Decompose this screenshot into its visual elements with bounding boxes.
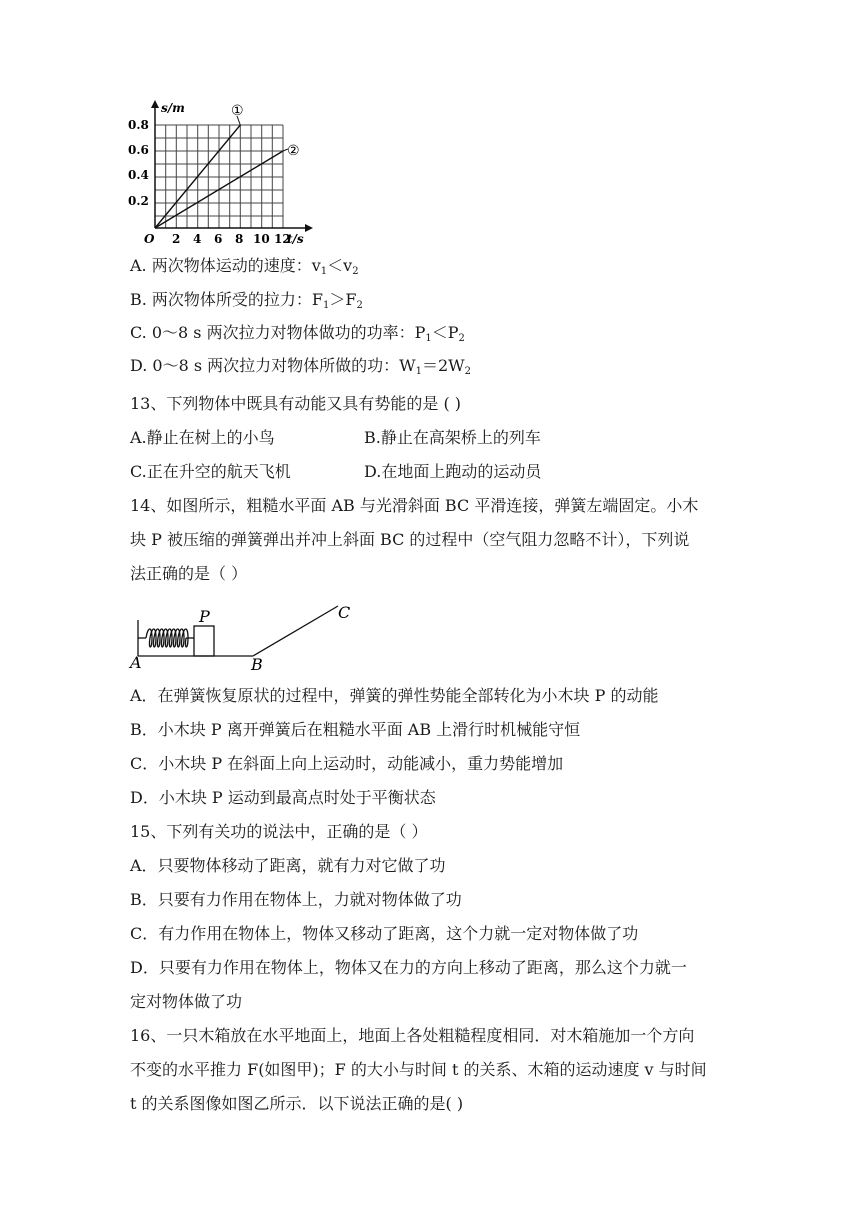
q12-option-c: C. 0～8 s 两次拉力对物体做功的功率：$P_1<P_2$	[130, 323, 465, 344]
q13-option-c: C.正在升空的航天飞机	[130, 462, 291, 481]
x-tick-label: 4	[193, 232, 202, 246]
q12-option-a: A. 两次物体运动的速度：$v_1<v_2$	[130, 256, 359, 277]
st-graph-figure	[125, 100, 315, 250]
q15-stem: 15、下列有关功的说法中，正确的是（ ）	[130, 822, 428, 841]
line-1-label: ①	[231, 103, 244, 119]
x-tick-label: 2	[172, 232, 181, 246]
q14-stem-line: 14、如图所示，粗糙水平面 AB 与光滑斜面 BC 平滑连接，弹簧左端固定。小木	[130, 496, 699, 515]
graph-grid	[155, 125, 283, 228]
q13-stem: 13、下列物体中既具有动能又具有势能的是 ( )	[130, 394, 462, 413]
origin-label: O	[144, 232, 155, 246]
x-tick-label: 10	[253, 232, 270, 246]
y-tick-label: 0.2	[128, 194, 149, 208]
q14-option-c: C．小木块 P 在斜面上向上运动时，动能减小，重力势能增加	[130, 754, 564, 773]
q15-option-d-line: 定对物体做了功	[130, 992, 243, 1011]
label-c: C	[338, 603, 351, 622]
q16-stem-line: 16、一只木箱放在水平地面上，地面上各处粗糙程度相同．对木箱施加一个方向	[130, 1026, 695, 1045]
label-b: B	[251, 655, 263, 673]
q14-stem-line: 法正确的是（ ）	[130, 564, 248, 583]
q15-option-a: A．只要物体移动了距离，就有力对它做了功	[130, 856, 446, 875]
y-axis-label: s/m	[161, 101, 185, 115]
q13-option-d: D.在地面上跑动的运动员	[364, 462, 542, 481]
label-p: P	[199, 607, 210, 626]
q14-option-a: A．在弹簧恢复原状的过程中，弹簧的弹性势能全部转化为小木块 P 的动能	[130, 686, 659, 705]
q12-option-d: D. 0～8 s 两次拉力对物体所做的功：$W_1=2W_2$	[130, 356, 472, 377]
y-tick-label: 0.6	[128, 143, 149, 157]
x-tick-label: 12	[274, 232, 291, 246]
label-a: A	[130, 653, 142, 672]
y-tick-label: 0.8	[128, 118, 149, 132]
x-tick-label: 6	[214, 232, 223, 246]
q15-option-d-line: D．只要有力作用在物体上，物体又在力的方向上移动了距离，那么这个力就一	[130, 958, 687, 977]
spring-incline-figure	[128, 598, 368, 673]
q16-stem-line: 不变的水平推力 F(如图甲)；F 的大小与时间 t 的关系、木箱的运动速度 v 与时间	[130, 1060, 707, 1079]
graph-axes	[151, 100, 313, 232]
q12-option-b: B. 两次物体所受的拉力：$F_1>F_2$	[130, 290, 363, 311]
q13-option-b: B.静止在高架桥上的列车	[364, 428, 541, 447]
q14-option-b: B．小木块 P 离开弹簧后在粗糙水平面 AB 上滑行时机械能守恒	[130, 720, 581, 739]
x-tick-label: 8	[235, 232, 244, 246]
line-2-label: ②	[287, 143, 300, 159]
q15-option-c: C．有力作用在物体上，物体又移动了距离，这个力就一定对物体做了功	[130, 924, 639, 943]
q14-stem-line: 块 P 被压缩的弹簧弹出并冲上斜面 BC 的过程中（空气阻力忽略不计），下列说	[130, 530, 690, 549]
q15-option-b: B．只要有力作用在物体上，力就对物体做了功	[130, 890, 462, 909]
x-axis-label: t/s	[287, 232, 304, 246]
q16-stem-line: t 的关系图像如图乙所示．以下说法正确的是( )	[130, 1094, 464, 1113]
y-tick-label: 0.4	[128, 168, 149, 182]
q13-option-a: A.静止在树上的小鸟	[130, 428, 275, 447]
q14-option-d: D．小木块 P 运动到最高点时处于平衡状态	[130, 788, 436, 807]
